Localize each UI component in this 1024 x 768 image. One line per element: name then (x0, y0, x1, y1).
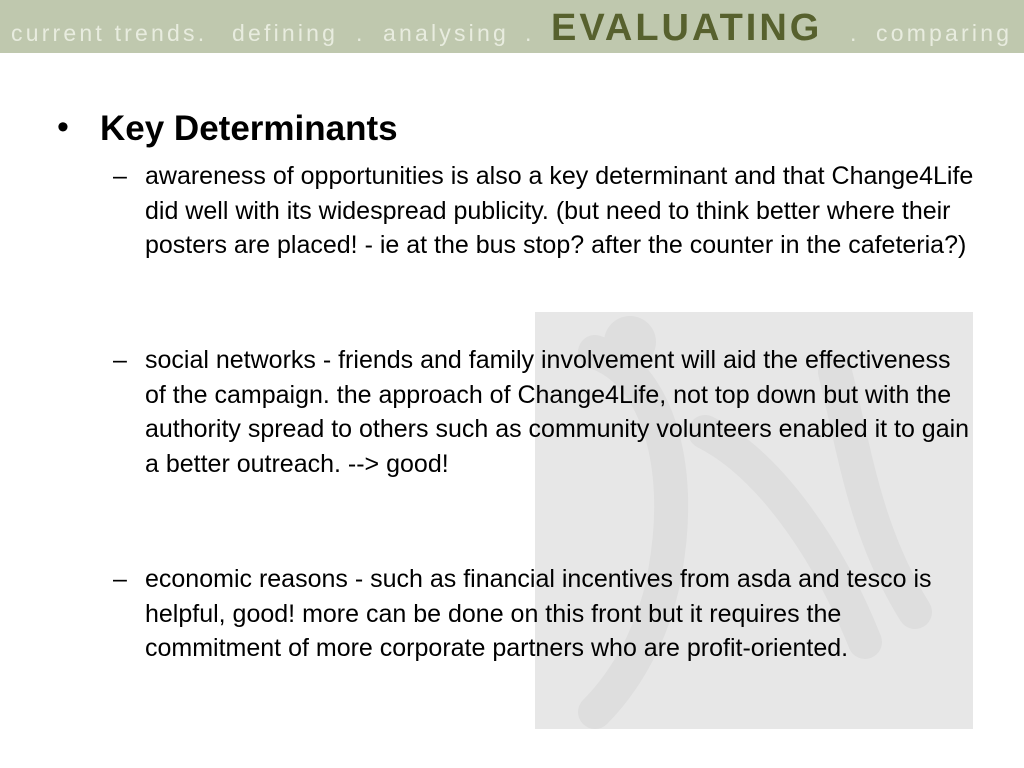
heading-key-determinants: Key Determinants (100, 109, 398, 148)
dash-icon: – (113, 565, 127, 593)
nav-evaluating-active: EVALUATING (551, 7, 823, 49)
nav-separator: . (356, 20, 366, 46)
dash-icon: – (113, 346, 127, 374)
dash-icon: – (113, 162, 127, 190)
bullet-icon: • (57, 108, 69, 146)
nav-defining: defining (232, 20, 339, 46)
nav-separator: . (850, 20, 860, 46)
point-social-networks: social networks - friends and family involvement will aid the effectiveness of the campaign. the approach of Change4Life, not top down but with the authority spread to others such as community volunteers enabled it to gain a better outreach. --> good! (145, 346, 970, 478)
nav-current-trends: current trends. (11, 20, 208, 46)
nav-comparing: comparing (876, 20, 1013, 46)
point-awareness: awareness of opportunities is also a key determinant and that Change4Life did well with its widespread publicity. (but need to think better where their posters are placed! - ie at the bus stop? after the counter in the cafeteria?) (145, 162, 974, 259)
nav-separator: . (525, 20, 535, 46)
point-economic-reasons: economic reasons - such as financial incentives from asda and tesco is helpful, good! more can be done on this front but it requires the commitment of more corporate partners who are profit-oriented. (145, 565, 932, 662)
nav-analysing: analysing (383, 20, 509, 46)
